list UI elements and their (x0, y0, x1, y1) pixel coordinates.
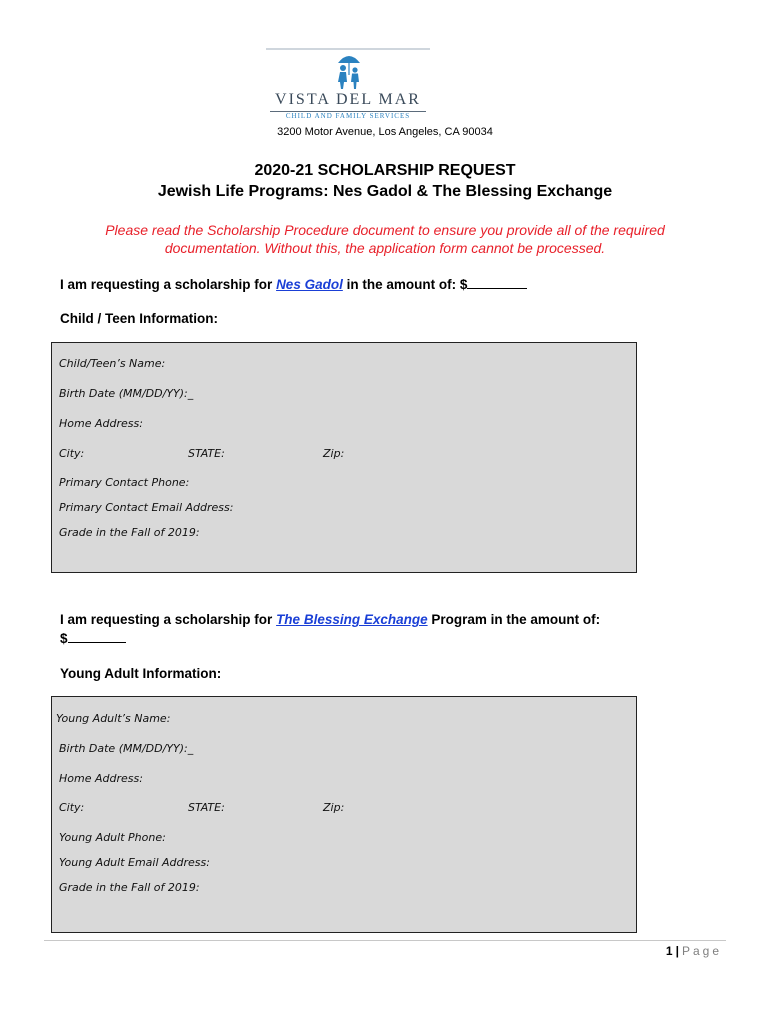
nes-gadol-request-line (60, 276, 527, 292)
child-birth-date-field[interactable]: Birth Date (MM/DD/YY):_ (59, 387, 194, 400)
child-city-field[interactable]: City: (59, 447, 85, 460)
young-adult-zip-field[interactable]: Zip: (323, 801, 345, 814)
child-zip-field[interactable]: Zip: (323, 447, 345, 460)
blessing-amount-line (60, 630, 126, 646)
young-adult-grade-field[interactable]: Grade in the Fall of 2019: (59, 881, 200, 894)
child-contact-phone-field[interactable]: Primary Contact Phone: (59, 476, 190, 489)
child-state-field[interactable]: STATE: (188, 447, 225, 460)
page-number-value: 1 (665, 944, 673, 958)
young-adult-city-field[interactable]: City: (59, 801, 85, 814)
young-adult-birth-date-field[interactable]: Birth Date (MM/DD/YY):_ (59, 742, 194, 755)
young-adult-section-heading: Young Adult Information: (60, 666, 222, 681)
logo-top-bar (266, 48, 430, 50)
young-adult-email-field[interactable]: Young Adult Email Address: (59, 856, 210, 869)
page-word: Page (681, 944, 722, 958)
child-section-heading: Child / Teen Information: (60, 311, 218, 326)
document-title: 2020-21 SCHOLARSHIP REQUEST (254, 162, 516, 179)
child-name-field[interactable]: Child/Teen’s Name: (59, 357, 166, 370)
notice-line-2: documentation. Without this, the application form cannot be processed. (164, 240, 606, 256)
request-suffix: in the amount of: $ (342, 277, 468, 292)
logo-subtitle: CHILD AND FAMILY SERVICES (285, 112, 411, 120)
young-adult-state-field[interactable]: STATE: (188, 801, 225, 814)
organization-address: 3200 Motor Avenue, Los Angeles, CA 90034 (277, 126, 493, 138)
page-separator: | (675, 944, 679, 958)
footer-divider (44, 940, 726, 941)
blessing-exchange-link[interactable]: The Blessing Exchange (276, 612, 428, 627)
dollar-sign: $ (60, 631, 68, 646)
request-prefix: I am requesting a scholarship for (60, 612, 277, 627)
document-subtitle: Jewish Life Programs: Nes Gadol & The Blessing Exchange (157, 183, 613, 200)
nes-gadol-amount-field[interactable] (467, 276, 527, 289)
page-number (600, 944, 722, 958)
child-home-address-field[interactable]: Home Address: (59, 417, 143, 430)
request-suffix: Program in the amount of: (427, 612, 601, 627)
young-adult-name-field[interactable]: Young Adult’s Name: (56, 712, 171, 725)
child-grade-field[interactable]: Grade in the Fall of 2019: (59, 526, 200, 539)
vista-del-mar-logo (266, 48, 430, 124)
notice-line-1: Please read the Scholarship Procedure document to ensure you provide all of the required (105, 222, 665, 238)
procedure-notice (70, 221, 700, 257)
umbrella-children-icon (332, 51, 366, 91)
nes-gadol-link[interactable]: Nes Gadol (276, 277, 343, 292)
blessing-exchange-request-line (60, 612, 700, 627)
young-adult-info-form (51, 696, 637, 933)
request-prefix: I am requesting a scholarship for (60, 277, 277, 292)
blessing-amount-field[interactable] (68, 630, 126, 643)
child-info-form (51, 342, 637, 573)
child-contact-email-field[interactable]: Primary Contact Email Address: (59, 501, 234, 514)
young-adult-phone-field[interactable]: Young Adult Phone: (59, 831, 166, 844)
young-adult-home-address-field[interactable]: Home Address: (59, 772, 143, 785)
logo-name: VISTA DEL MAR (275, 91, 421, 108)
